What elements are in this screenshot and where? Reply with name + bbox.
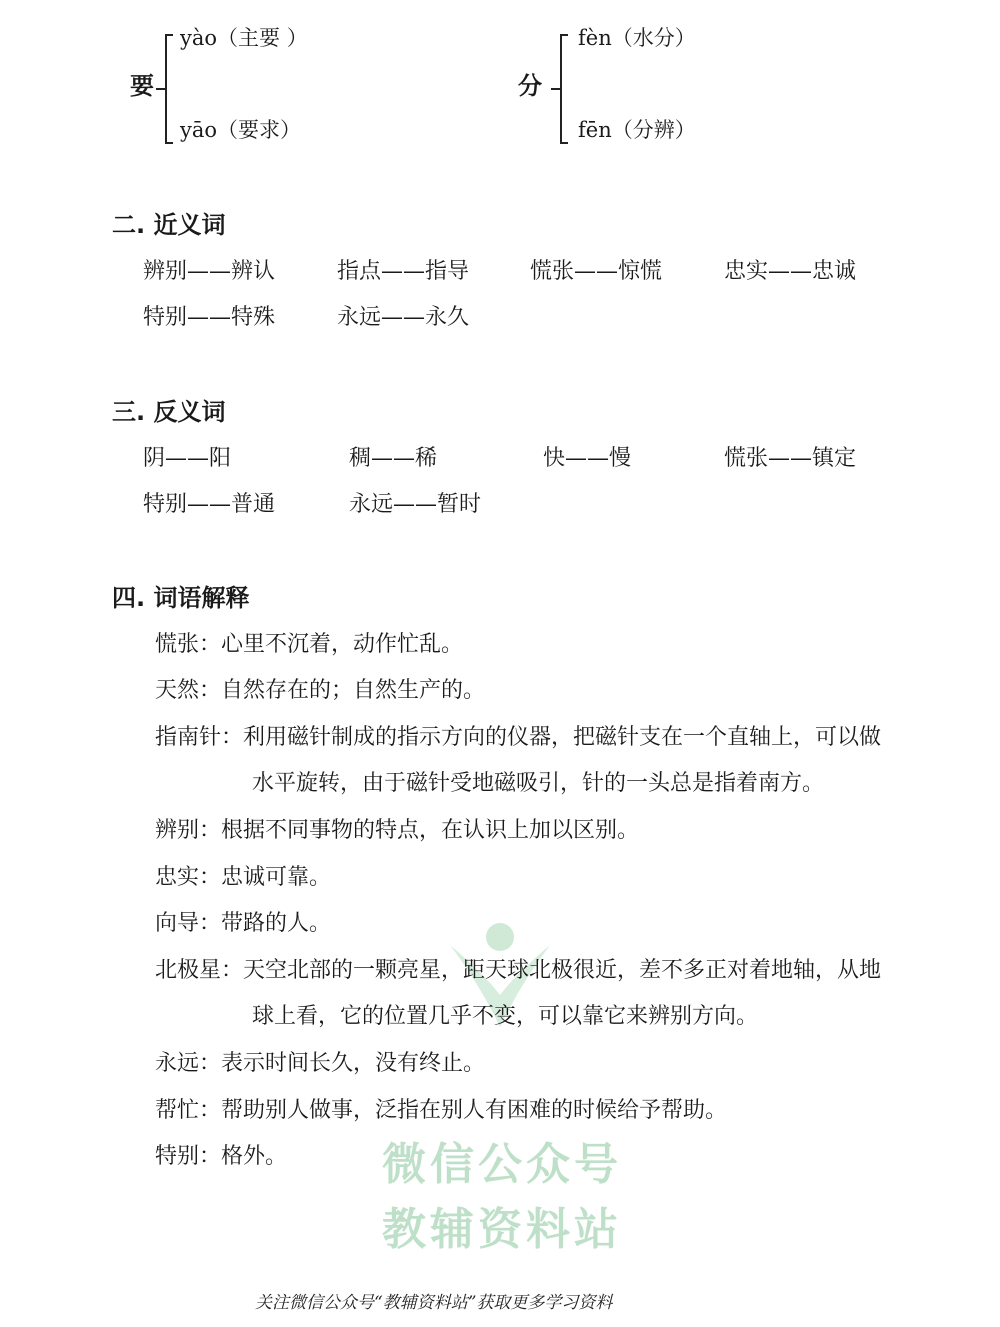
- brace-middle: [551, 88, 561, 90]
- antonym-pair: 慌张——镇定: [724, 446, 857, 471]
- brace-bottom: [165, 142, 173, 144]
- watermark-text: 微信公众号: [382, 1139, 622, 1190]
- definitions-title: 四. 词语解释: [112, 584, 250, 612]
- reading-yao-4: yào（主要 ）: [180, 26, 308, 50]
- brace-top: [560, 34, 568, 36]
- definition-line: 球上看，它的位置几乎不变，可以靠它来辨别方向。: [252, 1004, 759, 1029]
- definition-line: 水平旋转，由于磁针受地磁吸引，针的一头总是指着南方。: [252, 771, 825, 796]
- definition-line: 忠实：忠诚可靠。: [155, 865, 332, 890]
- definition-line: 天然：自然存在的；自然生产的。: [155, 678, 486, 703]
- definition-line: 北极星：天空北部的一颗亮星，距天球北极很近，差不多正对着地轴，从地: [155, 958, 882, 983]
- antonym-pair: 特别——普通: [143, 492, 276, 517]
- synonym-pair: 指点——指导: [337, 259, 470, 284]
- brace-bottom: [560, 142, 568, 144]
- antonym-pair: 永远——暂时: [349, 492, 482, 517]
- synonym-pair: 永远——永久: [337, 305, 470, 330]
- synonym-pair: 忠实——忠诚: [724, 259, 857, 284]
- brace-top: [165, 34, 173, 36]
- antonym-pair: 快——慢: [543, 446, 632, 471]
- footer-note: 关注微信公众号“教辅资料站”获取更多学习资料: [255, 1293, 613, 1313]
- antonym-pair: 阴——阳: [143, 446, 232, 471]
- reading-fen-4: fèn（水分）: [578, 26, 696, 50]
- reading-yao-1: yāo（要求）: [180, 118, 302, 142]
- definition-line: 特别：格外。: [155, 1144, 288, 1169]
- reading-fen-1: fēn（分辨）: [578, 118, 696, 142]
- polyphone-char-fen: 分: [518, 72, 542, 100]
- synonym-pair: 特别——特殊: [143, 305, 276, 330]
- brace-middle: [156, 88, 166, 90]
- watermark-text: 教辅资料站: [382, 1204, 622, 1255]
- definition-line: 慌张：心里不沉着，动作忙乱。: [155, 632, 464, 657]
- synonyms-title: 二. 近义词: [112, 211, 226, 239]
- definition-line: 永远：表示时间长久，没有终止。: [155, 1051, 486, 1076]
- definition-line: 指南针：利用磁针制成的指示方向的仪器，把磁针支在一个直轴上，可以做: [155, 725, 882, 750]
- antonyms-title: 三. 反义词: [112, 398, 226, 426]
- polyphone-char-yao: 要: [130, 72, 154, 100]
- antonym-pair: 稠——稀: [349, 446, 438, 471]
- definition-line: 帮忙：帮助别人做事，泛指在别人有困难的时候给予帮助。: [155, 1098, 728, 1123]
- synonym-pair: 慌张——惊慌: [530, 259, 663, 284]
- synonym-pair: 辨别——辨认: [143, 259, 276, 284]
- definition-line: 辨别：根据不同事物的特点，在认识上加以区别。: [155, 818, 640, 843]
- definition-line: 向导：带路的人。: [155, 911, 332, 936]
